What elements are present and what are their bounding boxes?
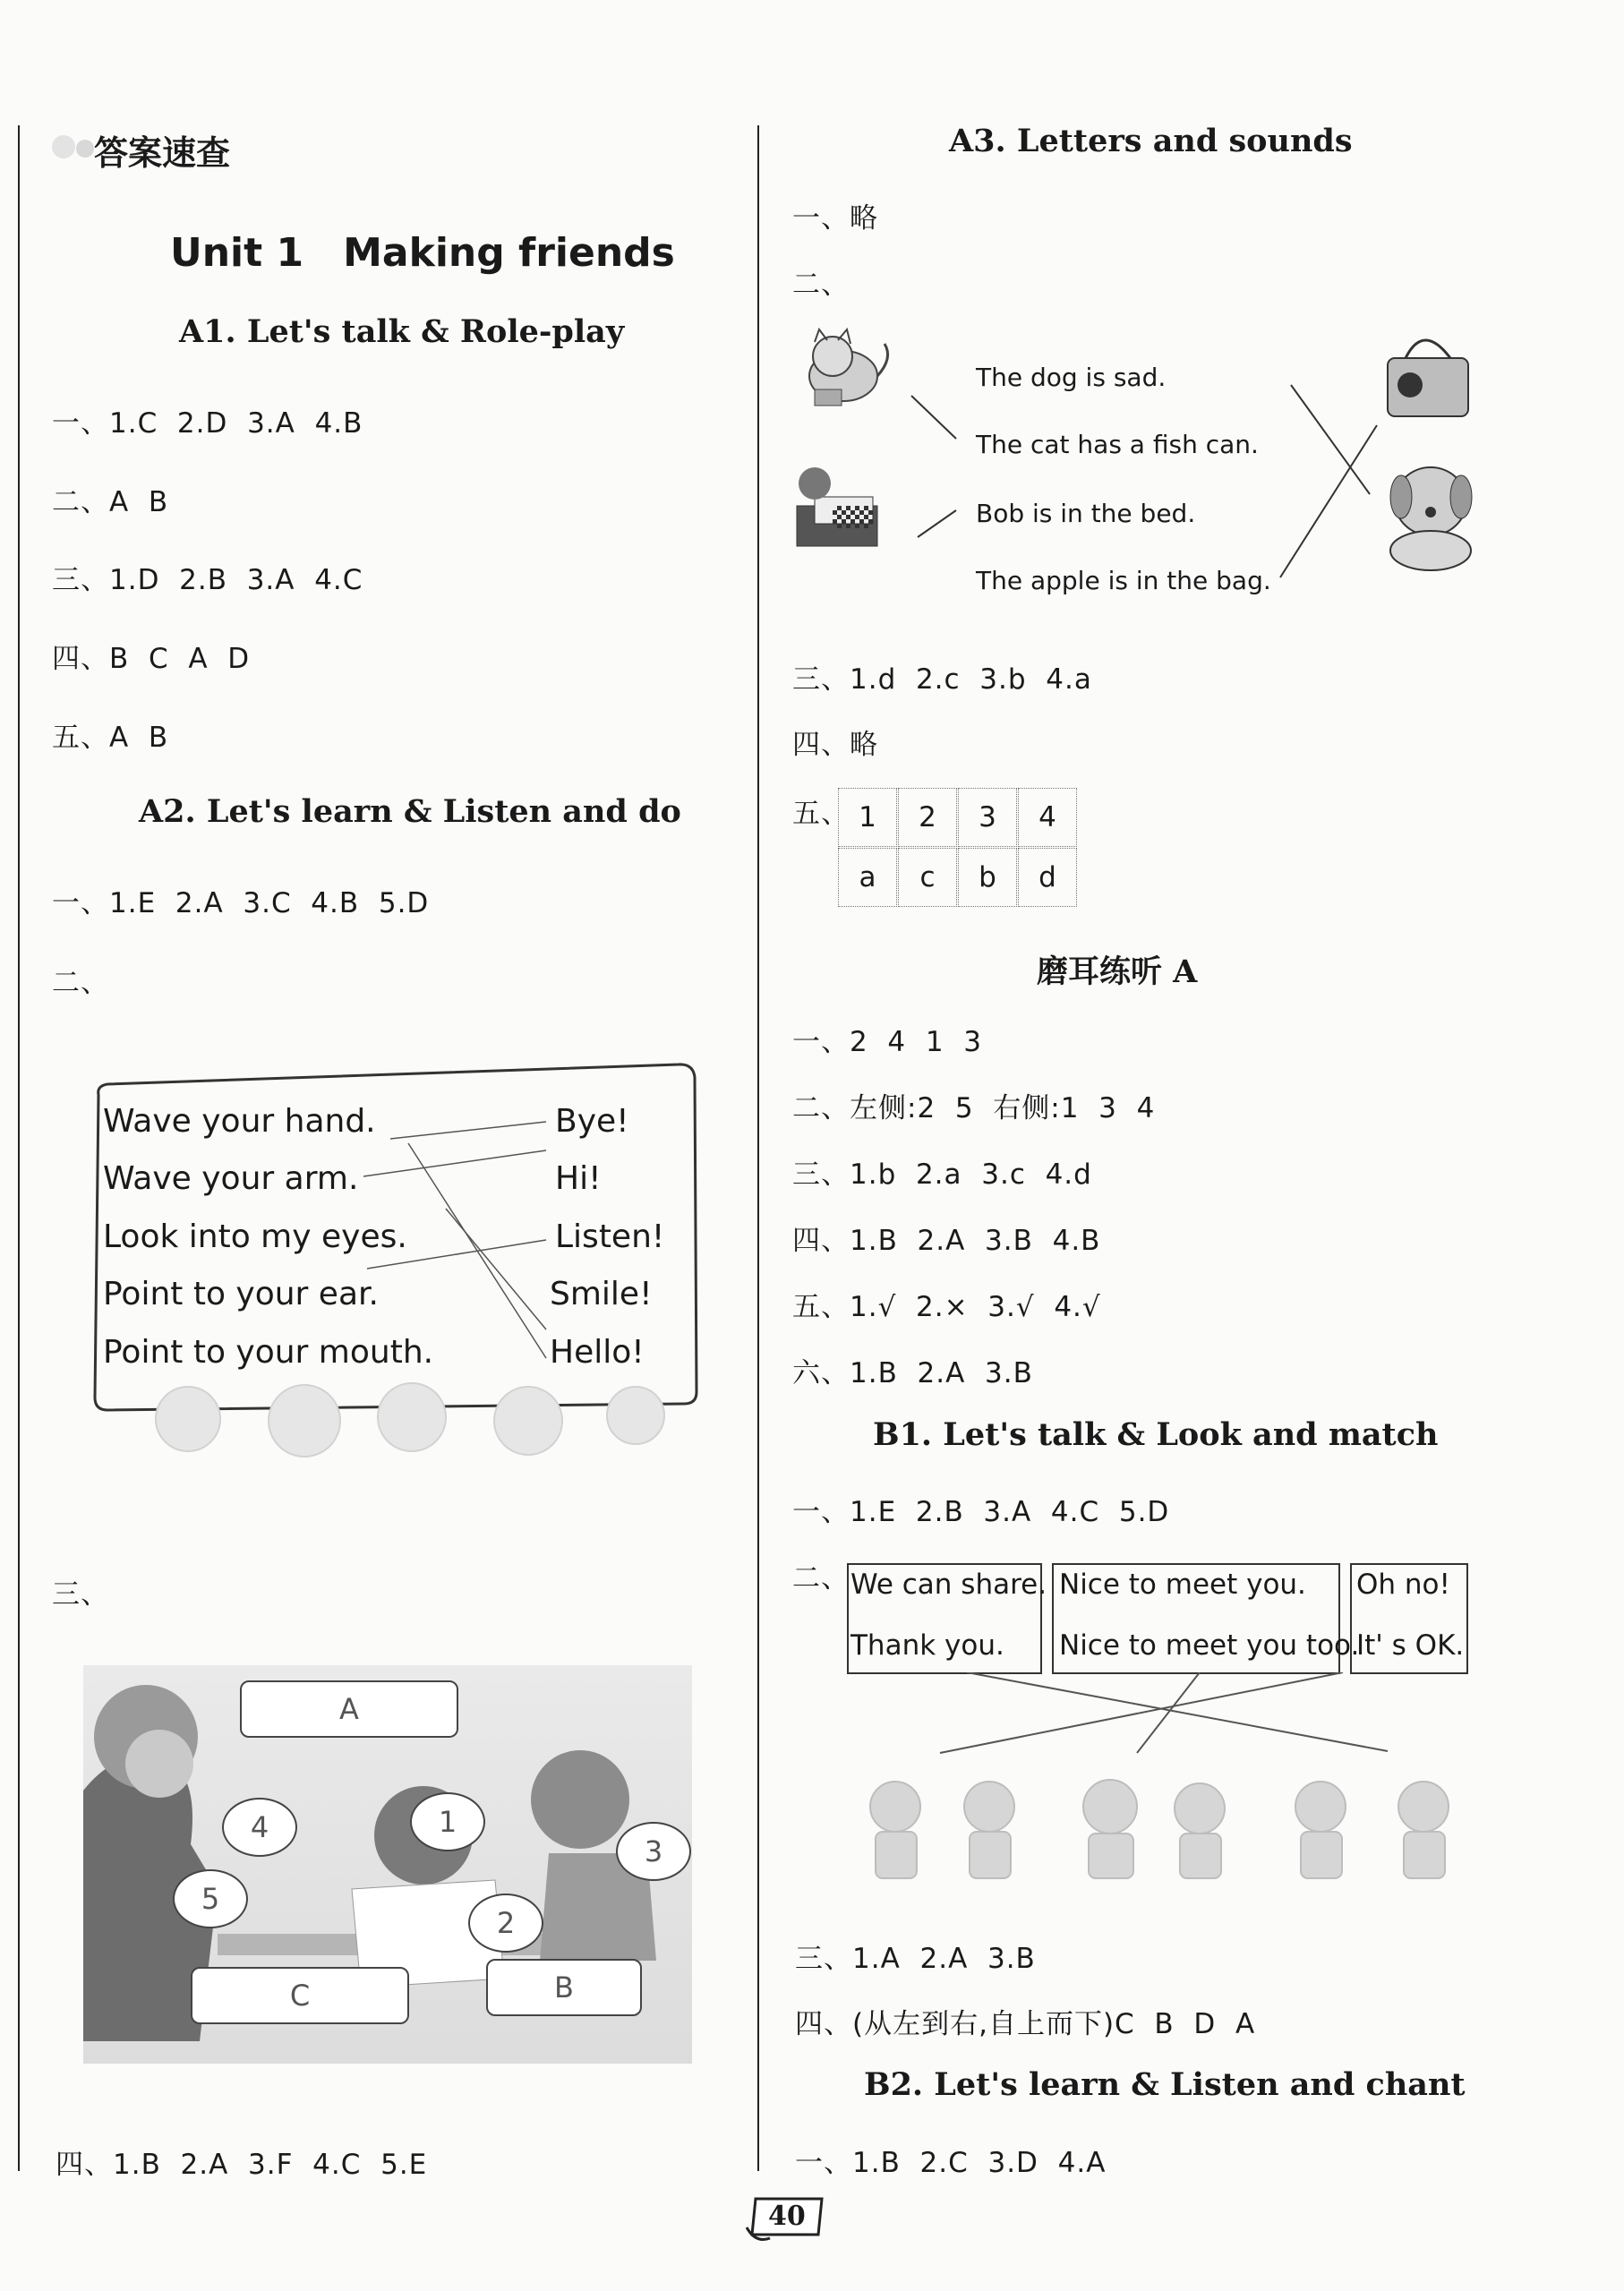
listen-line-2: 二、左侧:2 5 右侧:1 3 4 [792, 1092, 1156, 1124]
a2-title: A2. Let's learn & Listen and do [139, 793, 681, 830]
phrase-box-1-line-2: Thank you. [850, 1629, 1004, 1662]
command-5: Point to your mouth. [103, 1334, 434, 1371]
listen-line-1: 一、2 4 1 3 [792, 1026, 983, 1058]
listen-title: 磨耳练听 A [1037, 953, 1198, 990]
phrase-box-2-line-1: Nice to meet you. [1059, 1569, 1306, 1601]
grid-number-3: 3 [958, 788, 1017, 847]
phrase-box-1-line-1: We can share. [850, 1569, 1047, 1601]
a3-q1: 一、略 [792, 202, 878, 235]
listen-line-3: 三、1.b 2.a 3.c 4.d [792, 1158, 1092, 1191]
a1-line-5: 五、A B [52, 722, 169, 754]
match-line-5 [446, 1209, 546, 1329]
speech-bubble-b: B [486, 1959, 642, 2016]
command-match-panel [88, 1061, 698, 1415]
b1-q4: 四、(从左到右,自上而下)C B D A [795, 2008, 1256, 2040]
grid-number-4: 4 [1018, 788, 1077, 847]
grid-number-1: 1 [838, 788, 897, 847]
phrase-box-3-line-2: It' s OK. [1356, 1629, 1465, 1662]
dog-picture [1390, 467, 1472, 570]
b1-title: B1. Let's talk & Look and match [873, 1416, 1439, 1453]
response-5: Hello! [550, 1334, 645, 1371]
speech-bubble-c: C [191, 1967, 409, 2024]
left-margin-rule [18, 125, 20, 2171]
sentence-3: Bob is in the bed. [976, 499, 1196, 528]
center-divider [757, 125, 759, 2171]
sentence-1: The dog is sad. [976, 363, 1167, 392]
b1-q2-label: 二、 [792, 1562, 850, 1594]
a3-q2-label: 二、 [792, 269, 850, 301]
a2-q3-label: 三、 [52, 1578, 109, 1611]
cat-picture [809, 329, 888, 406]
response-1: Bye! [555, 1103, 629, 1140]
a3-q3: 三、1.d 2.c 3.b 4.a [792, 663, 1092, 696]
response-3: Listen! [555, 1218, 665, 1255]
match-line-1 [390, 1122, 546, 1139]
b1-match-illustration [842, 1672, 1558, 1887]
response-4: Smile! [550, 1276, 653, 1312]
speech-circle-2: 2 [468, 1893, 543, 1953]
b1-q3: 三、1.A 2.A 3.B [795, 1943, 1036, 1975]
match-line-2 [363, 1150, 546, 1176]
bag-picture [1388, 340, 1468, 416]
b1-line-1: 一、1.E 2.B 3.A 4.C 5.D [792, 1496, 1170, 1528]
header-label: 答案速查 [94, 133, 231, 173]
grid-letter-3: b [958, 848, 1017, 907]
grid-number-2: 2 [898, 788, 957, 847]
speech-circle-5: 5 [173, 1869, 248, 1928]
a2-q4: 四、1.B 2.A 3.F 4.C 5.E [56, 2149, 428, 2181]
command-1: Wave your hand. [103, 1103, 376, 1140]
command-4: Point to your ear. [103, 1276, 379, 1312]
page-number-badge [743, 2192, 828, 2245]
bed-picture [797, 467, 877, 546]
grid-letter-2: c [898, 848, 957, 907]
b2-line-1: 一、1.B 2.C 3.D 4.A [795, 2147, 1107, 2179]
page-number: 40 [768, 2201, 806, 2232]
speech-circle-4: 4 [222, 1798, 297, 1857]
command-3: Look into my eyes. [103, 1218, 407, 1255]
a2-line-1: 一、1.E 2.A 3.C 4.B 5.D [52, 887, 430, 919]
listen-line-5: 五、1.√ 2.× 3.√ 4.√ [792, 1291, 1101, 1323]
a1-line-1: 一、1.C 2.D 3.A 4.B [52, 407, 363, 440]
speech-circle-3: 3 [616, 1822, 691, 1881]
listen-line-4: 四、1.B 2.A 3.B 4.B [792, 1225, 1101, 1257]
phrase-box-3-line-1: Oh no! [1356, 1569, 1450, 1601]
a3-title: A3. Letters and sounds [949, 123, 1353, 159]
a3-q4: 四、略 [792, 729, 878, 761]
a1-line-2: 二、A B [52, 486, 169, 518]
children-faces-illustration [125, 1374, 698, 1473]
speech-bubble-a: A [240, 1680, 458, 1738]
command-2: Wave your arm. [103, 1160, 359, 1197]
classroom-scene [83, 1665, 692, 2064]
grid-letter-1: a [838, 848, 897, 907]
grid-letter-4: d [1018, 848, 1077, 907]
speech-circle-1: 1 [410, 1792, 485, 1851]
phrase-box-2-line-2: Nice to meet you too. [1059, 1629, 1360, 1662]
a1-line-3: 三、1.D 2.B 3.A 4.C [52, 564, 363, 596]
a1-line-4: 四、B C A D [52, 643, 251, 675]
a1-title: A1. Let's talk & Role-play [179, 313, 625, 350]
b2-title: B2. Let's learn & Listen and chant [864, 2066, 1466, 2103]
response-2: Hi! [555, 1160, 602, 1197]
unit-title: Unit 1 Making friends [170, 230, 675, 276]
a2-q2-label: 二、 [52, 967, 109, 999]
letter-grid [838, 788, 1078, 910]
sentence-2: The cat has a fish can. [976, 430, 1259, 459]
a3-q5-label: 五、 [792, 798, 850, 830]
sentence-4: The apple is in the bag. [976, 566, 1271, 595]
listen-line-6: 六、1.B 2.A 3.B [792, 1357, 1033, 1389]
header-badge [49, 125, 255, 173]
